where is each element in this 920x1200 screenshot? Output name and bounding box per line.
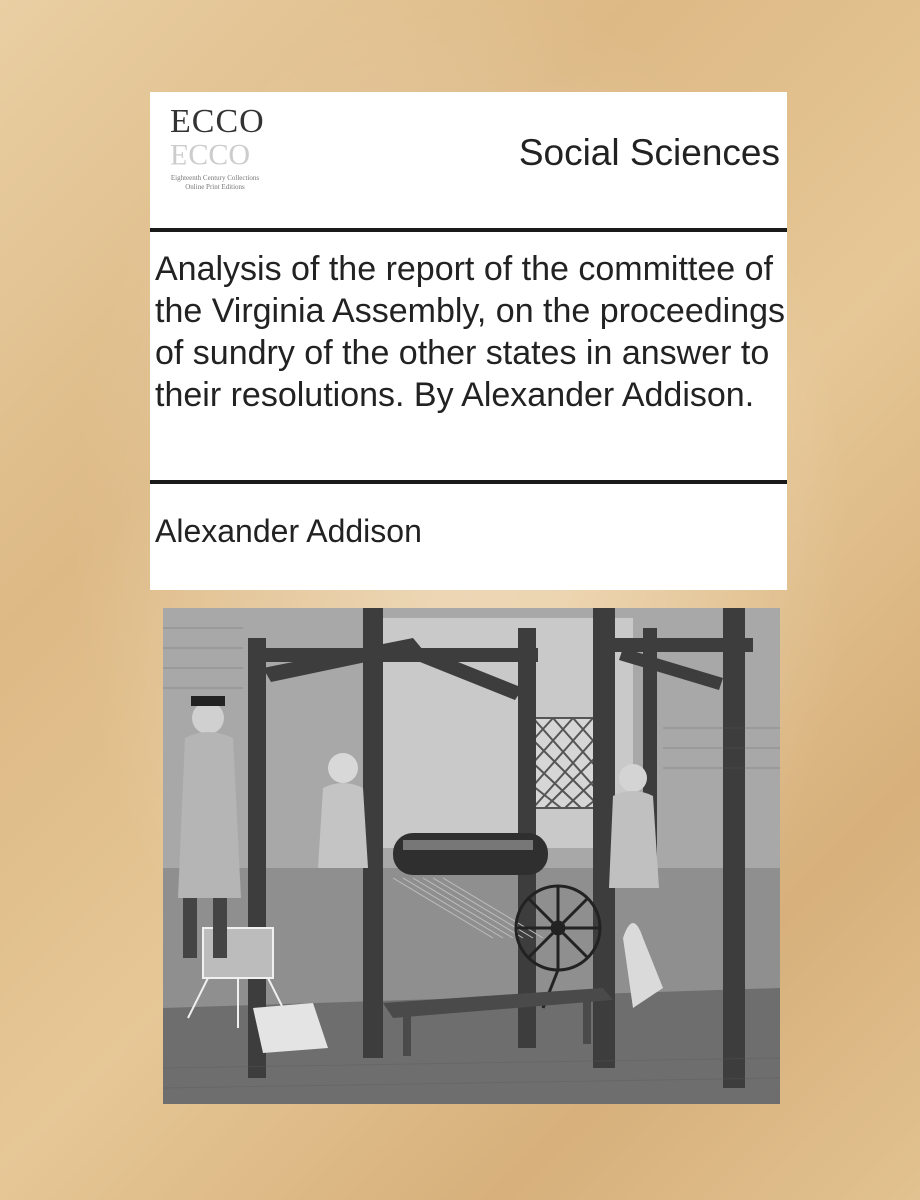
cover-illustration <box>163 608 780 1104</box>
book-title: Analysis of the report of the committee of the Virginia Assembly, on the proceedings of sundry of the other states in answer to their resolutions. By Alexander Addison. <box>155 250 786 414</box>
series-name: Social Sciences <box>518 132 780 173</box>
logo-caption: Eighteenth Century Collections Online Print Editions <box>170 174 260 191</box>
bottom-rule <box>150 480 787 484</box>
cloth-roller <box>393 833 548 875</box>
weaving-workshop-engraving <box>163 608 780 1104</box>
top-rule <box>150 228 787 232</box>
ecco-logo <box>170 104 270 216</box>
logo-mirror: ECCO <box>170 138 251 171</box>
book-author: Alexander Addison <box>155 513 422 549</box>
logo-mark: ECCO <box>170 103 265 140</box>
